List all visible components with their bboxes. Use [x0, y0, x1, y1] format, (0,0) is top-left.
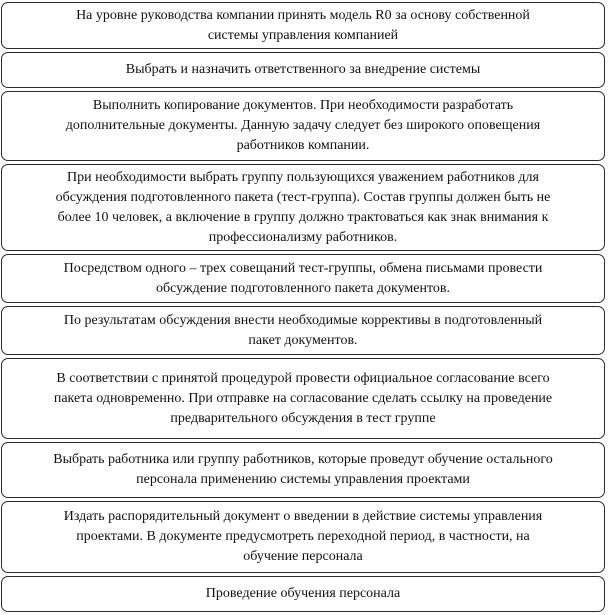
step-7-text: В соответствии с принятой процедурой провести официальное согласование всего пакета одновременно. При отправке на согласование сделать ссылку на проведение предварительного обсуждения в тест группе: [53, 370, 553, 426]
step-4-box: [1, 164, 605, 251]
step-4-text: При необходимости выбрать группу пользующихся уважением работников для обсуждения подготовленного пакета (тест-группа). Состав группы должен быть не более 10 человек, а включение в группу должно трактоваться как знак внимания к профессионализму работников.: [55, 169, 551, 245]
step-1-text: На уровне руководства компании принять модель R0 за основу собственной системы управления компанией: [76, 7, 530, 43]
step-3-box: [1, 91, 605, 161]
step-10-box: [1, 576, 605, 612]
step-2-box: [1, 52, 605, 88]
step-9-box: [1, 501, 605, 573]
step-1-box: [1, 2, 605, 49]
step-6-box: [1, 306, 605, 355]
step-3-text: Выполнить копирование документов. При необходимости разработать дополнительные документы. Данную задачу следует без широкого оповещения работников компании.: [65, 98, 541, 153]
step-7-box: [1, 358, 605, 439]
step-5-text: Посредством одного – трех совещаний тест-группы, обмена письмами провести обсуждение подготовленного пакета документов.: [63, 260, 543, 296]
step-9-text: Издать распорядительный документ о введении в действие системы управления проектами. В документе предусмотреть переходной период, в частности, на обучение персонала: [63, 509, 543, 564]
step-10-text: Проведение обучения персонала: [205, 586, 401, 601]
step-6-text: По результатам обсуждения внести необходимые коррективы в подготовленный пакет документов.: [63, 312, 543, 348]
step-2-text: Выбрать и назначить ответственного за внедрение системы: [125, 62, 481, 77]
step-8-text: Выбрать работника или группу работников, которые проведут обучение остального персонала применению системы управления проектами: [53, 452, 553, 487]
step-5-box: [1, 254, 605, 303]
step-8-box: [1, 442, 605, 498]
